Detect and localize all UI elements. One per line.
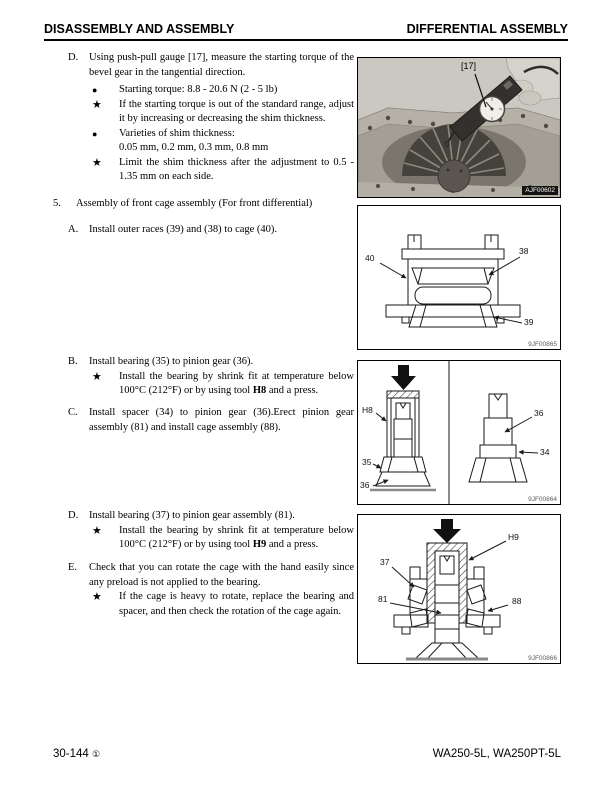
figure-code: 9JF00865 (528, 341, 557, 348)
leader-38 (489, 257, 520, 275)
page-number: 30-144 (53, 748, 89, 760)
star-note-text: If the starting torque is out of the standard range, adjust it by increasing or decreasing the shim thickness. (119, 98, 354, 124)
part-label-37: 37 (380, 557, 390, 567)
part-label-38: 38 (519, 246, 529, 256)
tool-label-h8: H8 (362, 405, 373, 415)
figure-code: 9JF00864 (528, 496, 557, 503)
pinion-assembly-81-drawing (416, 603, 478, 658)
part-label-88: 88 (512, 596, 522, 606)
step-text: Check that you can rotate the cage with the hand easily since any preload is not applied to the bearing. (89, 562, 354, 588)
step-5-heading (53, 197, 354, 212)
part-label-81: 81 (378, 594, 388, 604)
leader-36-left (373, 480, 388, 486)
step-d-install (68, 509, 354, 553)
press-arrow (433, 519, 461, 543)
header-section-title: DISASSEMBLY AND ASSEMBLY (44, 22, 235, 36)
pinion-gear-36-right-drawing (469, 394, 527, 482)
note-pre: Install the bearing by shrink fit at temperature below 100°C (212°F) or by using tool (119, 524, 354, 550)
bullet-marker: ● (92, 85, 98, 95)
step-d-measure (68, 51, 354, 185)
figure-push-pull-gauge-photo (357, 57, 561, 198)
leader-h9 (469, 541, 506, 560)
bullet-line-2: 0.05 mm, 0.2 mm, 0.3 mm, 0.8 mm (119, 142, 269, 153)
leader-40 (380, 263, 406, 278)
step-a (68, 223, 354, 238)
note-post: and a press. (266, 539, 319, 550)
leader-37 (392, 567, 414, 587)
leader-35 (373, 464, 381, 468)
star-marker: ★ (92, 524, 102, 537)
gear-flange-drawing (376, 472, 430, 486)
note-pre: Install the bearing by shrink fit at temperature below 100°C (212°F) or by using tool (119, 370, 354, 396)
note-post: and a press. (266, 385, 319, 396)
star-marker: ★ (92, 370, 102, 383)
press-arrow (391, 365, 416, 390)
part-label-36-right: 36 (534, 408, 544, 418)
step-e (68, 561, 354, 619)
pinion-gear-36-left-drawing (394, 403, 412, 457)
step-c (68, 406, 354, 435)
cage-line-drawing (358, 206, 560, 349)
page-number-group (53, 748, 100, 760)
bearing-35-drawing (380, 457, 426, 472)
step-number: 5. (53, 198, 61, 209)
part-label-36-left: 36 (360, 480, 370, 490)
cage-bore-drawing (415, 287, 491, 304)
page-header (44, 22, 568, 41)
revision-mark: ① (92, 749, 101, 759)
page-footer (53, 748, 561, 760)
leader-39 (494, 317, 522, 323)
figure-code: 9JF00866 (528, 655, 557, 662)
star-note-text: Limit the shim thickness after the adjustment to 0.5 - 1.35 mm on each side. (119, 156, 354, 182)
tool-code: H8 (252, 385, 267, 396)
step-title: Assembly of front cage assembly (For front differential) (76, 198, 313, 209)
tool-label-h9: H9 (508, 532, 519, 542)
spacer-34-drawing (480, 445, 516, 458)
outer-race-38-drawing (412, 268, 494, 284)
step-b (68, 355, 354, 399)
bullet-text (119, 127, 354, 156)
star-marker: ★ (92, 156, 102, 169)
step-text: Install bearing (37) to pinion gear assembly (81). (89, 510, 295, 521)
leader-h8 (376, 413, 386, 421)
star-marker: ★ (92, 98, 102, 111)
figure-code: AJF00602 (522, 186, 558, 195)
pinion-press-line-drawing (358, 361, 560, 504)
star-note-text (119, 370, 354, 399)
leader-36-right (505, 417, 532, 432)
part-label-40: 40 (365, 253, 375, 263)
step-text: Install outer races (39) and (38) to cage (40). (89, 224, 278, 235)
cage-drawing (386, 235, 520, 323)
step-label: B. (68, 356, 78, 367)
part-label-39: 39 (524, 317, 534, 327)
photo-illustration (358, 58, 560, 197)
tool-code: H9 (252, 539, 267, 550)
step-label: C. (68, 407, 78, 418)
bullet-marker: ● (92, 128, 98, 139)
part-label-35: 35 (362, 457, 372, 467)
bullet-line-1: Varieties of shim thickness: (119, 127, 235, 139)
bullet-text: Starting torque: 8.8 - 20.6 N (2 - 5 lb) (119, 84, 278, 95)
star-note-text (119, 524, 354, 553)
figure-cage-outer-races (357, 205, 561, 350)
leader-34 (519, 452, 538, 453)
star-marker: ★ (92, 591, 102, 603)
cage-press-line-drawing (358, 515, 560, 663)
leader-88 (488, 605, 508, 611)
tool-h8-drawing (387, 391, 419, 457)
part-label-34: 34 (540, 447, 550, 457)
step-label: A. (68, 224, 79, 235)
step-label: D. (68, 52, 79, 63)
step-text: Install spacer (34) to pinion gear (36).Erect pinion gear assembly (81) and install cage assembly (88). (89, 407, 354, 433)
step-text: Install bearing (35) to pinion gear (36). (89, 356, 254, 367)
figure-cage-assembly-press (357, 514, 561, 664)
step-label: E. (68, 562, 78, 573)
step-text: Using push-pull gauge [17], measure the starting torque of the bevel gear in the tangential direction. (89, 52, 354, 78)
step-label: D. (68, 510, 79, 521)
part-callout-17: [17] (461, 61, 477, 71)
figure-pinion-bearing-press (357, 360, 561, 505)
star-note-text: If the cage is heavy to rotate, replace the bearing and spacer, and then check the rotation of the cage again. (119, 591, 354, 617)
header-chapter-title: DIFFERENTIAL ASSEMBLY (406, 22, 568, 36)
outer-race-39-drawing (409, 305, 497, 327)
model-codes: WA250-5L, WA250PT-5L (432, 748, 561, 760)
